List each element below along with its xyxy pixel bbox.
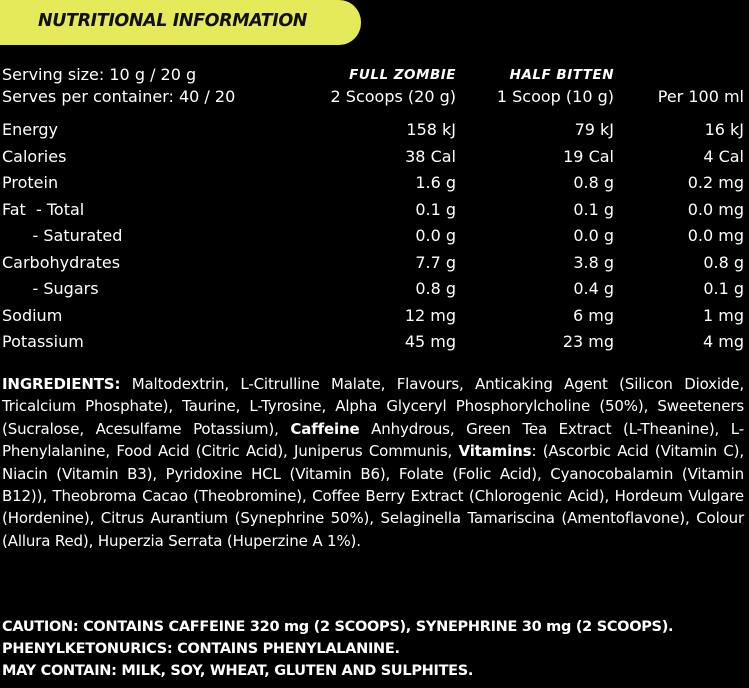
cell-half-bitten: 0.1 g — [573, 199, 614, 219]
column-subtitle: 2 Scoops (20 g) — [330, 87, 456, 106]
table-row — [0, 147, 749, 173]
cell-full-zombie: 7.7 g — [415, 252, 456, 272]
column-subtitle: Per 100 ml — [657, 87, 744, 106]
ingredient-caffeine: Caffeine — [290, 419, 360, 438]
row-label: Calories — [2, 146, 67, 166]
cell-per-100ml: 16 kJ — [704, 120, 744, 139]
row-label: Potassium — [2, 332, 84, 351]
column-brand: FULL ZOMBIE — [349, 67, 456, 83]
ingredients-block — [2, 373, 744, 552]
cell-per-100ml: 1 mg — [702, 305, 744, 325]
cell-half-bitten: 79 kJ — [574, 120, 614, 139]
column-brand: HALF BITTEN — [509, 67, 614, 83]
ingredients-text: : (Ascorbic Acid (Vitamin C), Niacin (Vitamin B3), Pyridoxine HCL (Vitamin B6), Folate (Folic Acid), Cyanocobalamin (Vitamin B12)), Theobroma Cacao (Theobromine), Coffee Berry Extract (Chlorogenic Acid), Hordeum Vulgare (Hordenine), Citrus Aurantium (Synephrine 50%), Selaginella Tamariscina (Amentoflavone), Colour (Allura Red), Huperzia Serrata (Huperzine A 1%). — [2, 442, 744, 550]
cell-half-bitten: 19 Cal — [563, 146, 614, 166]
cell-per-100ml: 4 mg — [702, 332, 744, 351]
cell-full-zombie: 0.1 g — [415, 199, 456, 219]
row-label: Protein — [2, 173, 59, 192]
table-row — [0, 253, 749, 279]
ingredients-text: Maltodextrin, L-Citrulline Malate, Flavours, Anticaking Agent (Silicon Dioxide, Tricalcium Phosphate), Taurine, L-Tyrosine, Alpha Glyceryl Phosphorylcholine (50%), Sweeteners (Sucralose, Acesulfame Potassium), — [2, 375, 744, 438]
row-label: Sodium — [2, 305, 63, 325]
cell-full-zombie: 1.6 g — [415, 173, 456, 192]
row-label: Energy — [2, 120, 59, 139]
table-row — [0, 200, 749, 226]
cell-half-bitten: 6 mg — [572, 305, 614, 325]
caution-block — [2, 616, 749, 682]
caution-allergens: MAY CONTAIN: MILK, SOY, WHEAT, GLUTEN AND SULPHITES. — [2, 663, 474, 679]
column-header-per-100ml — [658, 86, 744, 108]
cell-half-bitten: 23 mg — [562, 332, 614, 351]
serving-info — [2, 64, 235, 108]
table-row — [0, 226, 749, 252]
cell-full-zombie: 38 Cal — [405, 146, 456, 166]
cell-half-bitten: 0.0 g — [573, 226, 614, 245]
cell-full-zombie: 0.8 g — [415, 279, 456, 298]
cell-per-100ml: 0.2 mg — [687, 173, 744, 192]
row-label: Fat - Total — [2, 199, 85, 219]
table-row — [0, 332, 749, 358]
ingredients-heading: INGREDIENTS: — [2, 375, 121, 393]
ingredient-vitamins: Vitamins — [458, 442, 532, 461]
title-banner — [0, 0, 361, 45]
column-header-full-zombie — [331, 64, 456, 108]
table-row — [0, 120, 749, 146]
cell-half-bitten: 0.8 g — [573, 173, 614, 192]
serving-size: Serving size: 10 g / 20 g — [2, 65, 197, 84]
cell-half-bitten: 3.8 g — [573, 252, 614, 272]
cell-per-100ml: 0.1 g — [703, 279, 744, 298]
cell-per-100ml: 0.8 g — [703, 252, 744, 272]
row-label: - Saturated — [2, 226, 123, 245]
column-subtitle: 1 Scoop (10 g) — [496, 87, 614, 106]
ingredients-text: Anhydrous, Green Tea Extract (L-Theanine), L-Phenylalanine, Food Acid (Citric Acid), Juniperus Communis, — [2, 419, 744, 461]
row-label: - Sugars — [2, 279, 99, 298]
page-title: NUTRITIONAL INFORMATION — [38, 11, 308, 31]
caution-phenylketonurics: PHENYLKETONURICS: CONTAINS PHENYLALANINE. — [2, 641, 400, 657]
cell-per-100ml: 0.0 mg — [687, 199, 744, 219]
caution-caffeine: CAUTION: CONTAINS CAFFEINE 320 mg (2 SCOOPS), SYNEPHRINE 30 mg (2 SCOOPS). — [2, 619, 674, 635]
cell-full-zombie: 0.0 g — [415, 226, 456, 245]
row-label: Carbohydrates — [2, 252, 121, 272]
column-header-half-bitten — [497, 64, 614, 108]
cell-per-100ml: 4 Cal — [703, 146, 744, 166]
cell-per-100ml: 0.0 mg — [687, 226, 744, 245]
serves-per-container: Serves per container: 40 / 20 — [2, 87, 236, 106]
cell-half-bitten: 0.4 g — [573, 279, 614, 298]
cell-full-zombie: 12 mg — [404, 305, 456, 325]
cell-full-zombie: 158 kJ — [406, 120, 456, 139]
table-row — [0, 306, 749, 332]
table-row — [0, 173, 749, 199]
cell-full-zombie: 45 mg — [404, 332, 456, 351]
table-row — [0, 279, 749, 305]
